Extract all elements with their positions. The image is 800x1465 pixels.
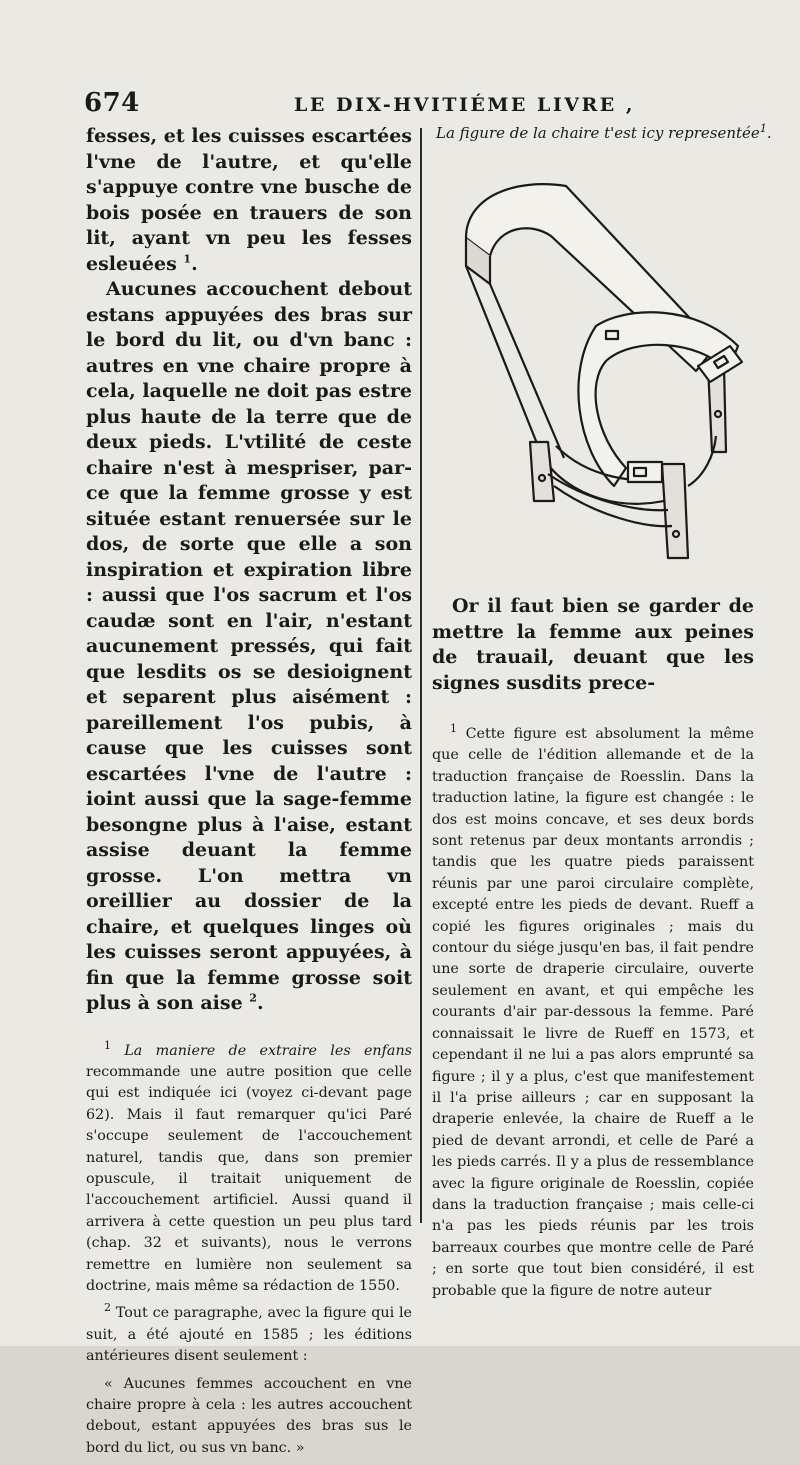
figure-note-ref: 1 [759, 122, 767, 135]
footnote-2 [86, 1303, 412, 1367]
figure-caption-text: La figure de la chaire t'est icy representée [436, 124, 760, 142]
note-ref-2: 2 [249, 991, 257, 1005]
footnote-1-title: La maniere de extraire les enfans [124, 1042, 412, 1059]
footnote-2-marker: 2 [104, 1301, 111, 1315]
paragraph-1-text: fesses, et les cuisses escartées l'vne de l'autre, et qu'elle s'appuye contre vne busche de bois posée en trauers de son lit, ayant vn peu les fesses esleuées [86, 125, 412, 275]
footnote-1-marker: 1 [104, 1038, 111, 1052]
left-column [86, 124, 412, 1465]
footnote-2-quote: « Aucunes femmes accouchent en vne chaire propre à cela : les autres accouchent debout, estant appuyées des bras sus le bord du lict, ou sus vn banc. » [86, 1375, 412, 1456]
paragraph-2: Aucunes accouchent debout estans appuyées des bras sur le bord du lit, ou d'vn banc : autres en vne chaire propre à cela, laquelle ne doit pas estre plus haute de la terre que de deux pieds. L'vtilité de ceste chaire n'est à mespriser, par-ce que la femme grosse y est située estant renuersée sur le dos, de sorte que elle a son inspiration et expiration libre : aussi que l'os sacrum et l'os caudæ sont en l'air, n'estant aucunement pressés, qui fait que lesdits os se desioignent et separent plus aisément : pareillement l'os pubis, à cause que les cuisses sont escartées l'vne de l'autre : ioint aussi que la sage-femme besongne plus à l'aise, estant assise deuant la femme grosse. L'on mettra vn oreillier au dossier de la chaire, et quelques linges où les cuisses seront appuyées, à fin que la femme grosse soit plus à son aise $^2$. [86, 278, 412, 1014]
footnote-1 [86, 1038, 412, 1298]
page-number: 674 [84, 88, 140, 118]
note-ref-1: 1 [183, 252, 192, 266]
left-footnotes [86, 1038, 413, 1460]
right-footnotes [432, 724, 754, 1302]
footnote-1-text: recommande une autre position que celle qui est indiquée ici (voyez ci-devant page 62). Mais il faut remarquer qu'ici Paré s'occupe seulement de l'accouchement naturel, tandis que, dans son premier opuscule, il traitait uniquement de l'accouchement artificiel. Aussi quand il arrivera à cette question un peu plus tard (chap. 32 et suivants), nous le verrons remettre en lumière non seulement sa doctrine, mais même sa rédaction de 1550. [86, 1063, 412, 1294]
paragraph-2-text: Aucunes accouchent debout estans appuyées des bras sur le bord du lit, ou d'vn banc : autres en vne chaire propre à cela, laquelle ne doit pas estre plus haute de la terre que de deux pieds. L'vtilité de ceste chaire n'est à mespriser, par-ce que la femme grosse y est située estant renuersée sur le dos, de sorte que elle a son inspiration et expiration libre : aussi que l'os sacrum et l'os caudæ sont en l'air, n'estant aucunement pressés, qui fait que lesdits os se desioignent et separent plus aisément : pareillement l'os pubis, à cause que les cuisses sont escartées l'vne de l'autre : ioint aussi que la sage-femme besongne plus à l'aise, estant assise deuant la femme grosse. L'on mettra vn oreillier au dossier de la chaire, et quelques linges où les cuisses seront appuyées, à fin que la femme grosse soit plus à son aise [86, 278, 412, 1014]
page-header [84, 88, 734, 122]
figure-footnote-text: Cette figure est absolument la même que celle de l'édition allemande et de la traduction française de Roesslin. Dans la traduction latine, la figure est changée : le dos est moins concave, et ses deux bords sont retenus par deux montants arrondis ; tandis que les quatre pieds paraissent réunis par une paroi circulaire complète, excepté entre les pieds de devant. Rueff a copié les figures originales ; mais du contour du siége jusqu'en bas, il fait pendre une sorte de draperie circulaire, ouverte seulement en avant, et qui empêche les courants d'air par-dessous la femme. Paré connaissait le livre de Rueff en 1573, et cependant il ne lui a pas alors emprunté sa figure ; il y a plus, c'est que manifestement il l'a prise ailleurs ; car en supposant la draperie enlevée, la chaire de Rueff a le pied de devant arrondi, et celle de Paré a les pieds carrés. Il y a plus de ressemblance avec la figure originale de Roesslin, copiée dans la traduction française ; mais celle-ci n'a pas les pieds réunis par les trois barreaux courbes que montre celle de Paré ; en sorte que tout bien considéré, il est probable que la figure de notre auteur [432, 726, 755, 1299]
running-head: LE DIX-HVITIÉME LIVRE , [294, 94, 635, 116]
birthing-chair-illustration [446, 156, 756, 576]
footnote-2-text: Tout ce paragraphe, avec la figure qui le suit, a été ajouté en 1585 ; les éditions antérieures disent seulement : [86, 1305, 413, 1365]
right-column [432, 122, 772, 1302]
figure-footnote-marker: 1 [450, 722, 457, 736]
column-divider [420, 128, 422, 1223]
paragraph-1: fesses, et les cuisses escartées l'vne de l'autre, et qu'elle s'appuye contre vne busche de bois posée en trauers de son lit, ayant vn peu les fesses esleuées $^1$. [86, 125, 412, 275]
figure-caption: La figure de la chaire t'est icy representée$^1$. [436, 122, 772, 142]
right-paragraph: Or il faut bien se garder de mettre la femme aux peines de trauail, deuant que les signes susdits prece- [432, 595, 754, 694]
left-main-text [86, 124, 412, 1017]
figure-footnote [432, 724, 754, 1302]
